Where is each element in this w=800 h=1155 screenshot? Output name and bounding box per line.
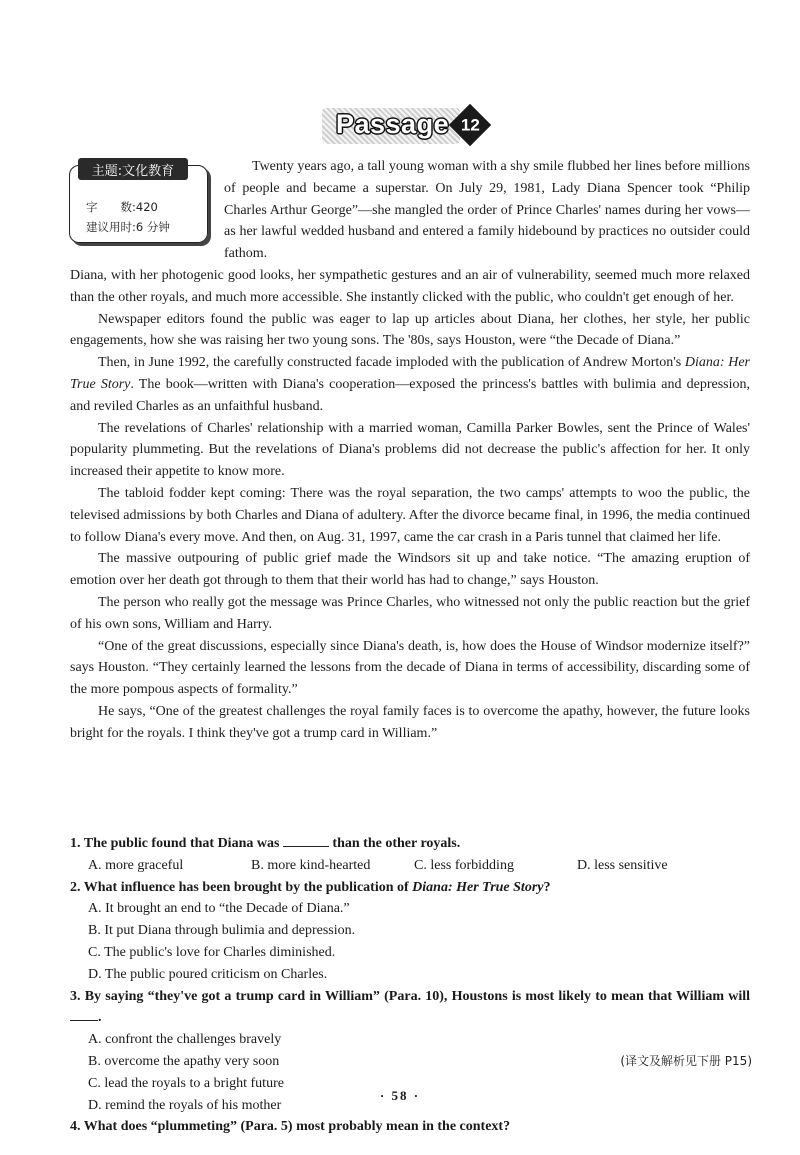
question-1 [70,833,750,877]
option-d[interactable]: D. The public poured criticism on Charles. [88,966,328,982]
option-a[interactable]: A. It brought an end to “the Decade of Diana.” [88,901,350,917]
paragraph-7: The person who really got the message was Prince Charles, who witnessed not only the public reaction but the grief of his own sons, William and Harry. [70,594,750,632]
passage-header [322,100,497,152]
question-stem [70,833,750,855]
question-stem [70,877,750,899]
option-d[interactable]: D. less sensitive [577,857,668,873]
suggested-time: 建议用时:6 分钟 [86,220,170,234]
paragraph-3 [70,352,750,417]
question-2 [70,877,750,986]
paragraph-1: Twenty years ago, a tall young woman with a shy smile flubbed her lines before millions of people and became a superstar. On July 29, 1981, Lady Diana Spencer took “Philip Charles Arthur George”—she mangled the order of Prince Charles' names during her vows—as her lawful wedded husband and entered a family hidebound by practices no outsider could fathom. [224,159,750,262]
paragraph-5: The tabloid fodder kept coming: There was the royal separation, the two camps' attempts to woo the public, the televised admissions by both Charles and Diana of adultery. After the divorce became final, in 1996, the media continued to follow Diana's every move. And then, on Aug. 31, 1997, came the car crash in a Paris tunnel that claimed her life. [70,485,750,545]
stem-text: than the other royals. [328,836,461,851]
option-b[interactable]: B. It put Diana through bulimia and depression. [88,923,356,939]
passage-body [70,265,750,745]
stem-book-title: Diana: Her True Story [412,879,544,895]
option-a[interactable]: A. more graceful [88,857,184,873]
option-c[interactable]: C. The public's love for Charles diminished. [88,944,336,960]
stem-text: 2. What influence has been brought by the publication of [70,879,413,895]
book-title: Diana: Her True Story [70,355,750,392]
page-number-text: · 58 · [379,1088,421,1103]
passage-intro [224,156,750,265]
passage-label: Passage [336,109,450,139]
paragraph-9: He says, “One of the greatest challenges the royal family faces is to overcome the apathy, however, the future looks bright for the royals. I think they've got a trump card in William.” [70,703,750,741]
option-c[interactable]: C. less forbidding [414,857,514,873]
info-box-title: 主题:文化教育 [78,158,188,180]
paragraph-2: Newspaper editors found the public was eager to lap up articles about Diana, her clothes, her style, her public engagements, how she was raising her two young sons. The '80s, says Houston, were “the Decade of Diana.” [70,311,750,349]
paragraph-4: The revelations of Charles' relationship with a married woman, Camilla Parker Bowles, sent the Prince of Wales' popularity plummeting. But the revelations of Diana's problems did not decrease the public's affection for her. It only increased their appetite to know more. [70,420,750,480]
paragraph-3-after: . The book—written with Diana's cooperation—exposed the princess's battles with bulimia and depression, and reviled Charles as an unfaithful husband. [70,376,750,414]
option-b[interactable]: B. more kind-hearted [251,857,371,873]
answer-blank [70,1008,98,1021]
option-c[interactable]: C. lead the royals to a bright future [88,1075,284,1091]
question-stem [70,986,750,1030]
stem-text: 3. By saying “they've got a trump card in William” (Para. 10), Houstons is most likely to mean that William will [70,988,750,1004]
stem-text: ? [543,879,551,895]
paragraph-3-before: Then, in June 1992, the carefully constructed facade imploded with the publication of Andrew Morton's [98,355,685,371]
option-list [70,898,750,985]
answer-reference: (译文及解析见下册 P15) [620,1054,752,1068]
question-stem: 4. What does “plummeting” (Para. 5) most probably mean in the context? [70,1119,511,1135]
stem-text: . [98,1010,102,1026]
paragraph-8: “One of the great discussions, especially since Diana's death, is, how does the House of Windsor modernize itself?” says Houston. “They certainly learned the lessons from the decade of Diana in terms of accessibility, discarding some of the more pompous aspects of formality.” [70,638,750,698]
answer-blank [283,834,329,847]
paragraph-6: The massive outpouring of public grief made the Windsors sit up and take notice. “The amazing eruption of emotion over her death got through to them that their world has had to change,” says Houston. [70,551,750,589]
info-box [69,165,208,243]
stem-text: 1. The public found that Diana was [70,836,283,851]
page-number [0,1088,800,1104]
word-count: 字 数:420 [86,200,158,214]
option-d[interactable]: D. remind the royals of his mother [88,1097,282,1113]
paragraph-1-continued: Diana, with her photogenic good looks, her sympathetic gestures and an air of vulnerability, seemed much more relaxed than the other royals, and much more accessible. She instantly clicked with the public, who couldn't get enough of her. [70,268,750,305]
question-4 [70,1116,750,1138]
option-b[interactable]: B. overcome the apathy very soon [88,1053,280,1069]
option-list [70,855,750,877]
passage-number: 12 [460,114,480,134]
option-a[interactable]: A. confront the challenges bravely [88,1032,282,1048]
